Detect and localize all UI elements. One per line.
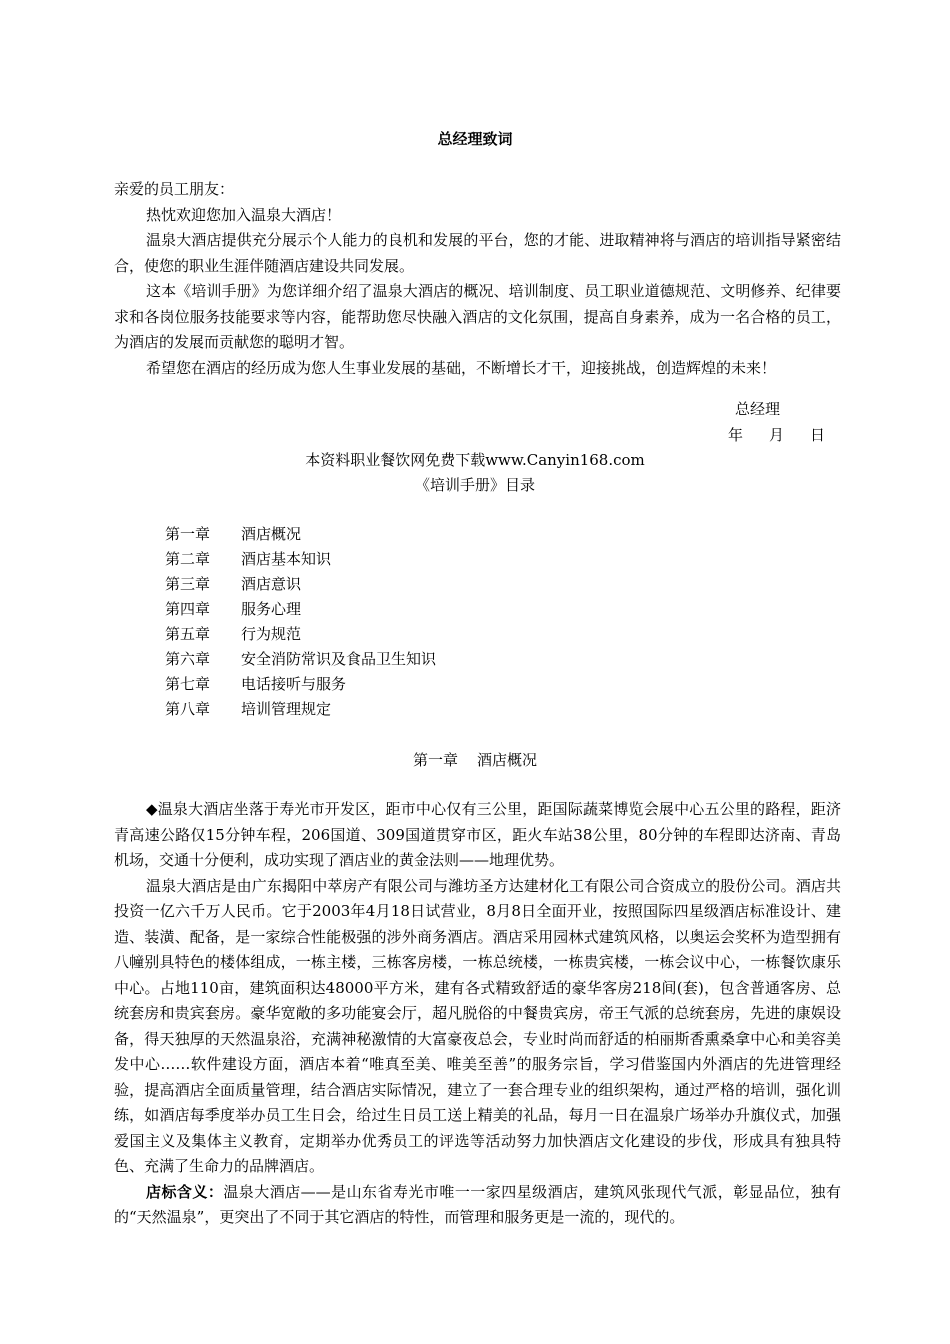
date-month: 月 [769,426,785,444]
toc-chapter-number: 第二章 [165,550,211,568]
letter-paragraph: 希望您在酒店的经历成为您人生事业发展的基础，不断增长才干，迎接挑战，创造辉煌的未来！ [146,358,777,377]
table-of-contents [165,522,436,722]
toc-title: 《培训手册》目录 [414,476,535,494]
chapter-title: 第一章 酒店概况 [412,751,538,769]
letter-body [114,177,841,381]
letter-greeting: 亲爱的员工朋友： [114,180,235,198]
date-day: 日 [810,426,826,444]
toc-chapter-name: 服务心理 [241,600,302,618]
logo-meaning-text: 温泉大酒店——是山东省寿光市唯一一家四星级酒店，建筑风张现代气派，彰显品位，独有的“天然温泉”，更突出了不同于其它酒店的特性，而管理和服务更是一流的，现代的。 [114,1182,841,1226]
logo-meaning-label: 店标含义： [146,1182,224,1201]
toc-chapter-name: 行为规范 [241,625,302,643]
letter-date [728,424,825,445]
toc-item [165,597,436,622]
chapter-body [114,797,841,1231]
toc-item [165,697,436,722]
toc-item [165,547,436,572]
letter-paragraph: 这本《培训手册》为您详细介绍了温泉大酒店的概况、培训制度、员工职业道德规范、文明修养、纪律要求和各岗位服务技能要求等内容，能帮助您尽快融入酒店的文化氛围，提高自身素养，成为一名合格的员工，为酒店的发展而贡献您的聪明才智。 [114,282,841,351]
toc-item [165,572,436,597]
letter-paragraph: 温泉大酒店提供充分展示个人能力的良机和发展的平台，您的才能、进取精神将与酒店的培训指导紧密结合，使您的职业生涯伴随酒店建设共同发展。 [114,231,841,275]
toc-chapter-number: 第八章 [165,700,211,718]
chapter-paragraph: 温泉大酒店是由广东揭阳中萃房产有限公司与潍坊圣方达建材化工有限公司合资成立的股份公司。酒店共投资一亿六千万人民币。它于2003年4月18日试营业，8月8日全面开业，按照国际四星级酒店标准设计、建造、装潢、配备，是一家综合性能极强的涉外商务酒店。酒店采用园林式建筑风格，以奥运会奖杯为造型拥有八幢别具特色的楼体组成，一栋主楼，三栋客房楼，一栋总统楼，一栋贵宾楼，一栋会议中心，一栋餐饮康乐中心。占地110亩，建筑面积达48000平方米，建有各式精致舒适的豪华客房218间(套)，包含普通客房、总统套房和贵宾套房。豪华宽敞的多功能宴会厅，超凡脱俗的中餐贵宾房，帝王气派的总统套房，先进的康娱设备，得天独厚的天然温泉浴，充满神秘激情的大富豪夜总会，专业时尚而舒适的柏丽斯香熏桑拿中心和美容美发中心……软件建设方面，酒店本着“唯真至美、唯美至善”的服务宗旨，学习借鉴国内外酒店的先进管理经验，提高酒店全面质量管理，结合酒店实际情况，建立了一套合理专业的组织架构，通过严格的培训，强化训练，如酒店每季度举办员工生日会，给过生日员工送上精美的礼品，每月一日在温泉广场举办升旗仪式，加强爱国主义及集体主义教育，定期举办优秀员工的评选等活动努力加快酒店文化建设的步伐，形成具有独具特色、充满了生命力的品牌酒店。 [114,876,841,1175]
toc-item [165,672,436,697]
toc-item [165,522,436,547]
toc-chapter-number: 第五章 [165,625,211,643]
logo-meaning-paragraph [114,1180,841,1231]
toc-chapter-name: 酒店意识 [241,575,302,593]
chapter-paragraph: ◆温泉大酒店坐落于寿光市开发区，距市中心仅有三公里，距国际蔬菜博览会展中心五公里的路程，距济青高速公路仅15分钟车程，206国道、309国道贯穿市区，距火车站38公里，80分钟的车程即达济南、青岛机场，交通十分便利，成功实现了酒店业的黄金法则——地理优势。 [114,800,841,869]
download-note: 本资料职业餐饮网免费下载www.Canyin168.com [305,451,645,469]
letter-paragraph: 热忱欢迎您加入温泉大酒店！ [146,205,342,224]
toc-chapter-number: 第一章 [165,525,211,543]
toc-chapter-name: 安全消防常识及食品卫生知识 [241,650,437,668]
toc-chapter-number: 第七章 [165,675,211,693]
toc-item [165,622,436,647]
toc-chapter-name: 酒店概况 [241,525,302,543]
toc-chapter-number: 第六章 [165,650,211,668]
toc-chapter-number: 第三章 [165,575,211,593]
letter-title: 总经理致词 [437,130,513,148]
toc-chapter-name: 电话接听与服务 [241,675,347,693]
date-year: 年 [728,426,744,444]
toc-chapter-number: 第四章 [165,600,211,618]
toc-item [165,647,436,672]
letter-signature: 总经理 [735,400,781,418]
toc-chapter-name: 酒店基本知识 [241,550,332,568]
toc-chapter-name: 培训管理规定 [241,700,332,718]
